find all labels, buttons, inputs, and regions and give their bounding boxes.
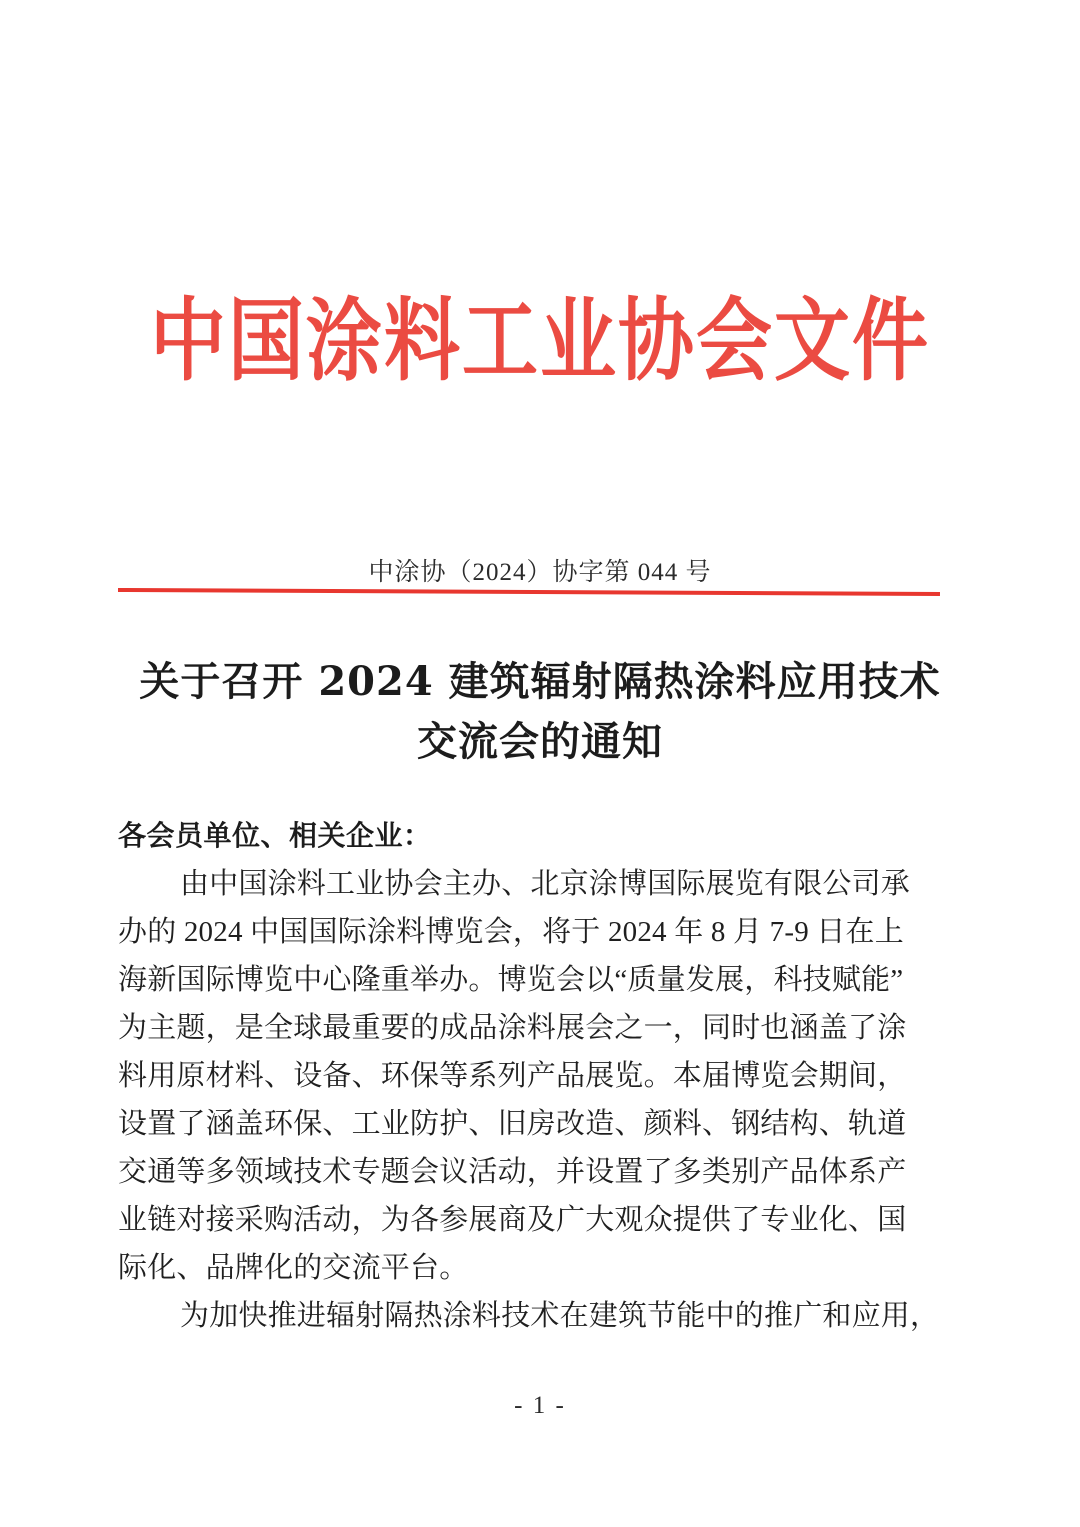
red-divider-rule: [118, 588, 940, 596]
page-title-line-2: 交流会的通知: [417, 718, 663, 765]
page-title: [118, 652, 962, 772]
organization-name: 中国涂料工业协会文件: [150, 287, 930, 393]
body-line: 际化、品牌化的交流平台。: [118, 1252, 469, 1284]
page-number: - 1 -: [514, 1392, 566, 1419]
body-line: 为主题，是全球最重要的成品涂料展会之一，同时也涵盖了涂: [118, 1012, 907, 1044]
body-line: 海新国际博览中心隆重举办。博览会以“质量发展，科技赋能”: [118, 964, 904, 996]
body-line: 业链对接采购活动，为各参展商及广大观众提供了专业化、国: [118, 1204, 907, 1236]
body-line: 办的 2024 中国国际涂料博览会，将于 2024 年 8 月 7-9 日在上: [118, 916, 904, 948]
body-line: 交通等多领域技术专题会议活动，并设置了多类别产品体系产: [118, 1156, 907, 1188]
body-line: 为加快推进辐射隔热涂料技术在建筑节能中的推广和应用，: [180, 1300, 940, 1332]
page-title-line-1: 关于召开 2024 建筑辐射隔热涂料应用技术: [139, 658, 941, 705]
body-line: 设置了涵盖环保、工业防护、旧房改造、颜料、钢结构、轨道: [118, 1108, 907, 1140]
document-body: [118, 812, 946, 1340]
letterhead-masthead: [0, 287, 1080, 393]
body-line: 由中国涂料工业协会主办、北京涂博国际展览有限公司承: [180, 868, 911, 900]
salutation: 各会员单位、相关企业：: [118, 819, 432, 852]
body-line: 料用原材料、设备、环保等系列产品展览。本届博览会期间，: [118, 1060, 907, 1092]
document-number-block: [0, 552, 1080, 588]
document-number: 中涂协（2024）协字第 044 号: [368, 559, 712, 586]
